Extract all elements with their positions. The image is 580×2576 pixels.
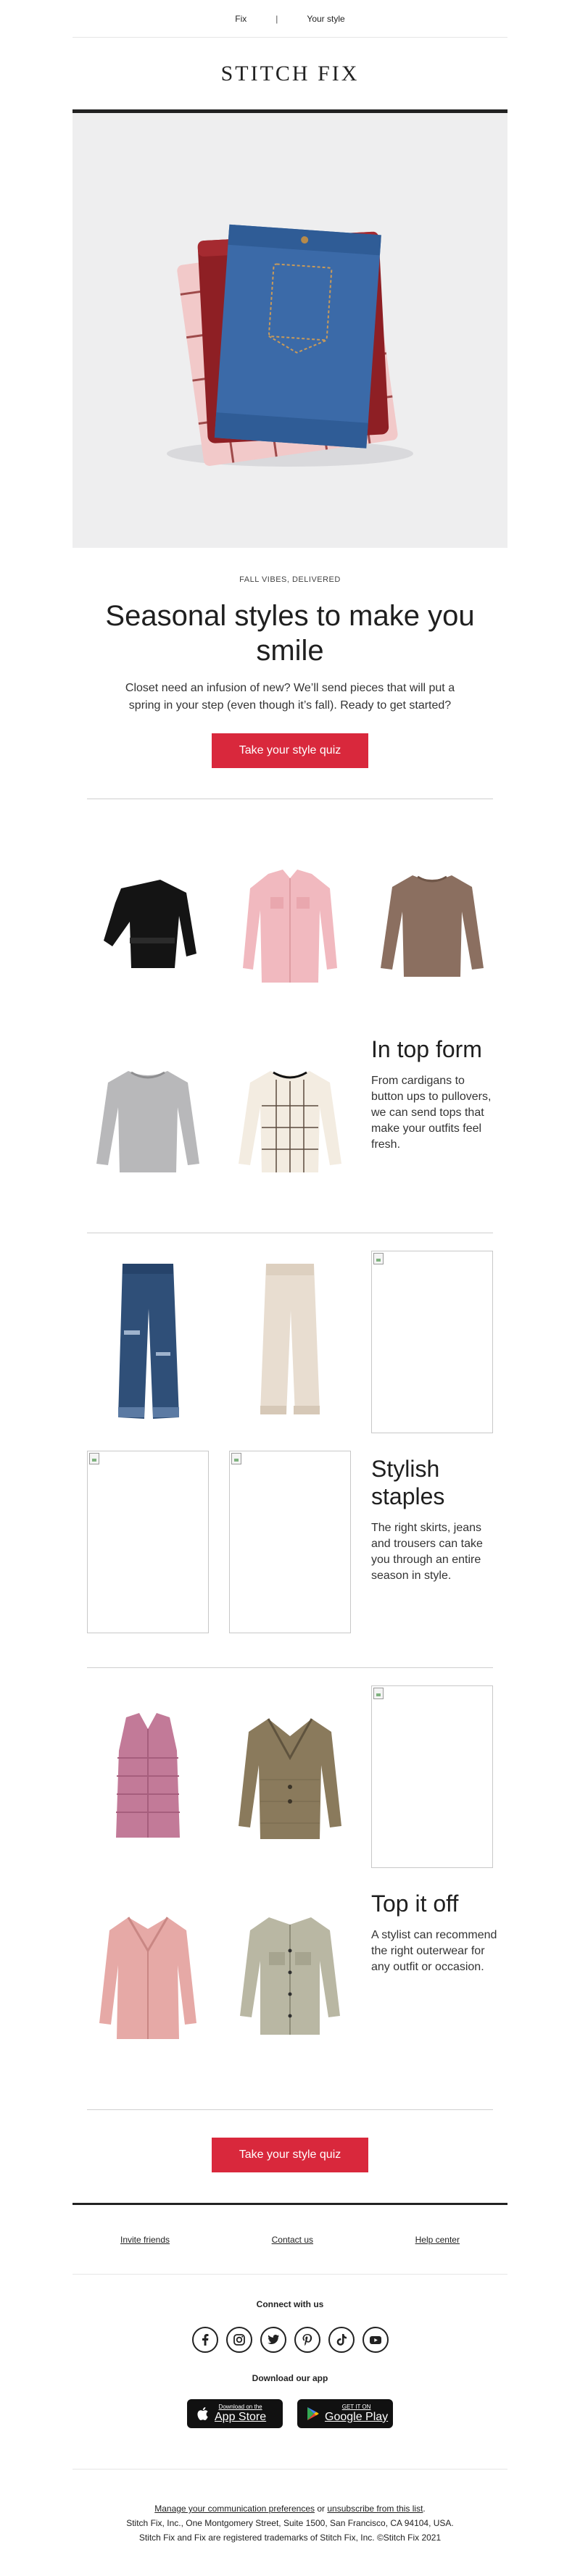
pink-coat-icon [94, 1907, 202, 2045]
broken-product-image[interactable] [87, 1451, 209, 1633]
google-play-badge[interactable] [297, 2399, 393, 2428]
product-pink-coat[interactable] [87, 1885, 209, 2067]
product-black-top[interactable] [87, 834, 209, 1015]
youtube-icon[interactable] [362, 2327, 389, 2353]
invite-friends-link[interactable]: Invite friends [120, 2234, 170, 2245]
top-nav [72, 0, 508, 38]
intro-body: Closet need an infusion of new? We’ll send pieces that will put a spring in your step (even though it’s fall). Ready to get started? [125, 682, 455, 712]
unsubscribe-link[interactable]: unsubscribe from this list [327, 2504, 423, 2514]
hero-image[interactable] [72, 113, 508, 548]
grey-sweater-icon [94, 1055, 202, 1185]
outerwear-body: A stylist can recommend the right outerwear for any outfit or occasion. [371, 1929, 497, 1973]
preferences-line [72, 2501, 508, 2516]
footer-links [72, 2205, 508, 2275]
utility-jacket-icon [236, 1907, 344, 2045]
joggers-icon [250, 1258, 330, 1425]
blazer-icon [236, 1707, 344, 1845]
product-pink-shirt[interactable] [229, 834, 351, 1015]
plaid-sweater-icon [236, 1055, 344, 1185]
app-store-badge[interactable] [187, 2399, 283, 2428]
outerwear-title: Top it off [371, 1891, 459, 1917]
tops-section [72, 799, 508, 1233]
brown-sweater-icon [378, 859, 486, 990]
or-text: or [317, 2504, 326, 2514]
help-center-link[interactable]: Help center [415, 2234, 460, 2245]
nav-your-style-link[interactable]: Your style [307, 13, 345, 24]
staples-title: Stylish staples [371, 1456, 445, 1509]
pink-shirt-icon [236, 859, 344, 990]
contact-us-link[interactable]: Contact us [271, 2234, 314, 2245]
outerwear-copy [371, 1890, 498, 1975]
instagram-icon[interactable] [226, 2327, 252, 2353]
product-cream-joggers[interactable] [229, 1251, 351, 1432]
tiktok-icon[interactable] [328, 2327, 355, 2353]
staples-section [72, 1233, 508, 1667]
nav-separator: | [276, 13, 278, 24]
bottom-cta-section [72, 2110, 508, 2203]
product-brown-sweater[interactable] [371, 834, 493, 1015]
appstore-big-text: App Store [215, 2411, 267, 2423]
intro-section [72, 548, 508, 768]
broken-product-image[interactable] [371, 1251, 493, 1433]
staples-copy [371, 1455, 498, 1584]
appstore-small-text: Download on the [218, 2404, 262, 2410]
facebook-icon[interactable] [192, 2327, 218, 2353]
tops-body: From cardigans to button ups to pullovers, we can send tops that make your outfits feel fresh. [371, 1075, 492, 1151]
intro-headline: Seasonal styles to make you smile [105, 600, 475, 667]
connect-heading: Connect with us [256, 2299, 324, 2309]
email-container [72, 0, 508, 2545]
puffer-vest-icon [97, 1707, 199, 1845]
black-top-icon [94, 859, 202, 990]
tops-title: In top form [371, 1036, 482, 1062]
hero-clothes-illustration [72, 113, 508, 548]
intro-eyebrow: FALL VIBES, DELIVERED [239, 575, 341, 584]
app-heading: Download our app [252, 2373, 328, 2383]
broken-product-image[interactable] [229, 1451, 351, 1633]
manage-preferences-link[interactable]: Manage your communication preferences [154, 2504, 315, 2514]
style-quiz-button[interactable]: Take your style quiz [212, 733, 368, 768]
style-quiz-button-bottom[interactable]: Take your style quiz [212, 2138, 368, 2172]
google-small-text: GET IT ON [341, 2404, 371, 2410]
google-play-icon [306, 2406, 319, 2421]
pinterest-icon[interactable] [294, 2327, 320, 2353]
brand-logo[interactable]: STITCH FIX [220, 61, 360, 86]
outerwear-section [72, 1668, 508, 2109]
apple-icon [196, 2406, 209, 2422]
period-text: . [423, 2504, 426, 2514]
tops-copy [371, 1035, 498, 1153]
brand-header [72, 38, 508, 113]
broken-product-image[interactable] [371, 1685, 493, 1868]
product-pink-vest[interactable] [87, 1685, 209, 1867]
staples-body: The right skirts, jeans and trousers can take you through an entire season in style. [371, 1522, 483, 1582]
trademark-notice: Stitch Fix and Fix are registered trademarks of Stitch Fix, Inc. ©Stitch Fix 2021 [138, 2533, 442, 2543]
nav-fix-link[interactable]: Fix [235, 13, 247, 24]
product-grey-sweater[interactable] [87, 1030, 209, 1211]
social-icons [72, 2327, 508, 2353]
twitter-icon[interactable] [260, 2327, 286, 2353]
connect-section [72, 2275, 508, 2428]
company-address: Stitch Fix, Inc., One Montgomery Street, Suite 1500, San Francisco, CA 94104, USA. [126, 2518, 454, 2528]
google-big-text: Google Play [325, 2411, 389, 2423]
jeans-icon [108, 1258, 188, 1425]
legal-footer [72, 2469, 508, 2545]
product-plaid-blazer[interactable] [229, 1685, 351, 1867]
product-distressed-jeans[interactable] [87, 1251, 209, 1432]
product-plaid-sweater[interactable] [229, 1030, 351, 1211]
product-utility-jacket[interactable] [229, 1885, 351, 2067]
app-store-badges [72, 2399, 508, 2428]
